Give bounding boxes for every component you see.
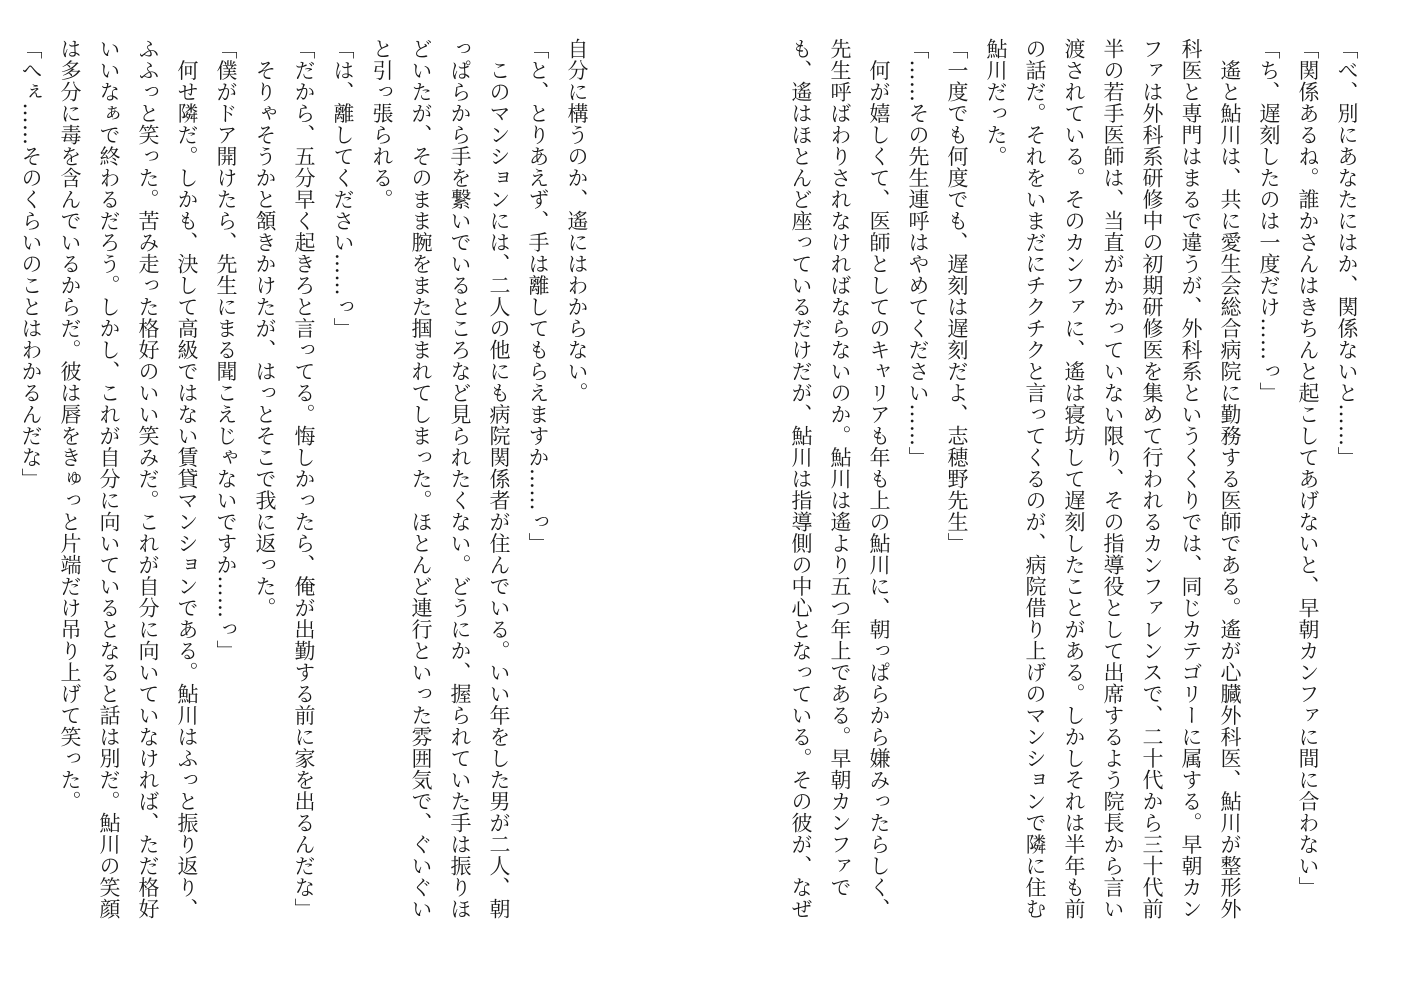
right-page <box>766 38 1366 978</box>
left-page-line: 「は、離してください……っ」 <box>331 38 355 339</box>
left-page-line: と引っ張られる。 <box>370 38 394 210</box>
right-page-line: の話だ。それをいまだにチクチクと言ってくるのが、病院借り上げのマンションで隣に住む <box>1023 38 1047 920</box>
left-page <box>19 38 596 978</box>
right-page-line: 科医と専門はまるで違うが、外科系というくくりでは、同じカテゴリーに属する。早朝カン <box>1179 38 1203 920</box>
right-page-line: 遙と鮎川は、共に愛生会総合病院に勤務する医師である。遙が心臓外科医、鮎川が整形外 <box>1218 38 1242 920</box>
right-page-line: も、遙はほとんど座っているだけだが、鮎川は指導側の中心となっている。その彼が、なぜ <box>789 38 813 920</box>
left-page-line: は多分に毒を含んでいるからだ。彼は唇をきゅっと片端だけ吊り上げて笑った。 <box>58 38 82 812</box>
right-page-line: 「べ、別にあなたにはか、関係ないと……」 <box>1335 38 1359 468</box>
right-page-line: 「一度でも何度でも、遅刻は遅刻だよ、志穂野先生」 <box>945 38 969 554</box>
right-page-line: 「ち、遅刻したのは一度だけ……っ」 <box>1257 38 1281 404</box>
right-page-line: 鮎川だった。 <box>984 38 1008 167</box>
left-page-line: そりゃそうかと頷きかけたが、はっとそこで我に返った。 <box>253 38 277 619</box>
right-page-line: 何が嬉しくて、医師としてのキャリアも年も上の鮎川に、朝っぱらから嫌みったらしく、 <box>867 38 891 920</box>
left-page-line: 「だから、五分早く起きろと言ってる。悔しかったら、俺が出勤する前に家を出るんだな」 <box>292 38 316 920</box>
left-page-line: ふふっと笑った。苦み走った格好のいい笑みだ。これが自分に向いていなければ、ただ格好 <box>136 38 160 920</box>
left-page-line: 「へぇ……そのくらいのことはわかるんだな」 <box>19 38 43 490</box>
left-page-line: 自分に構うのか、遙にはわからない。 <box>565 38 589 404</box>
right-page-line: 「……その先生連呼はやめてください……」 <box>906 38 930 468</box>
right-page-line: 先生呼ばわりされなければならないのか。鮎川は遙より五つ年上である。早朝カンファで <box>828 38 852 898</box>
right-page-line: 「関係あるね。誰かさんはきちんと起こしてあげないと、早朝カンファに間に合わない」 <box>1296 38 1320 898</box>
right-page-line: 半の若手医師は、当直がかかっていない限り、その指導役として出席するよう院長から言い <box>1101 38 1125 920</box>
left-page-line: いいなぁで終わるだろう。しかし、これが自分に向いているとなると話は別だ。鮎川の笑顔 <box>97 38 121 920</box>
left-page-line: 「と、とりあえず、手は離してもらえますか……っ」 <box>526 38 550 554</box>
left-page-line: っぱらから手を繋いでいるところなど見られたくない。どうにか、握られていた手は振りほ <box>448 38 472 920</box>
left-page-line: どいたが、そのまま腕をまた掴まれてしまった。ほとんど連行といった雰囲気で、ぐいぐい <box>409 38 433 920</box>
left-page-line: 何せ隣だ。しかも、決して高級ではない賃貸マンションである。鮎川はふっと振り返り、 <box>175 38 199 920</box>
left-page-line: このマンションには、二人の他にも病院関係者が住んでいる。いい年をした男が二人、朝 <box>487 38 511 920</box>
right-page-line: ファは外科系研修中の初期研修医を集めて行われるカンファレンスで、二十代から三十代前 <box>1140 38 1164 920</box>
right-page-line: 渡されている。そのカンファに、遙は寝坊して遅刻したことがある。しかしそれは半年も前 <box>1062 38 1086 920</box>
left-page-line: 「僕がドア開けたら、先生にまる聞こえじゃないですか……っ」 <box>214 38 238 662</box>
